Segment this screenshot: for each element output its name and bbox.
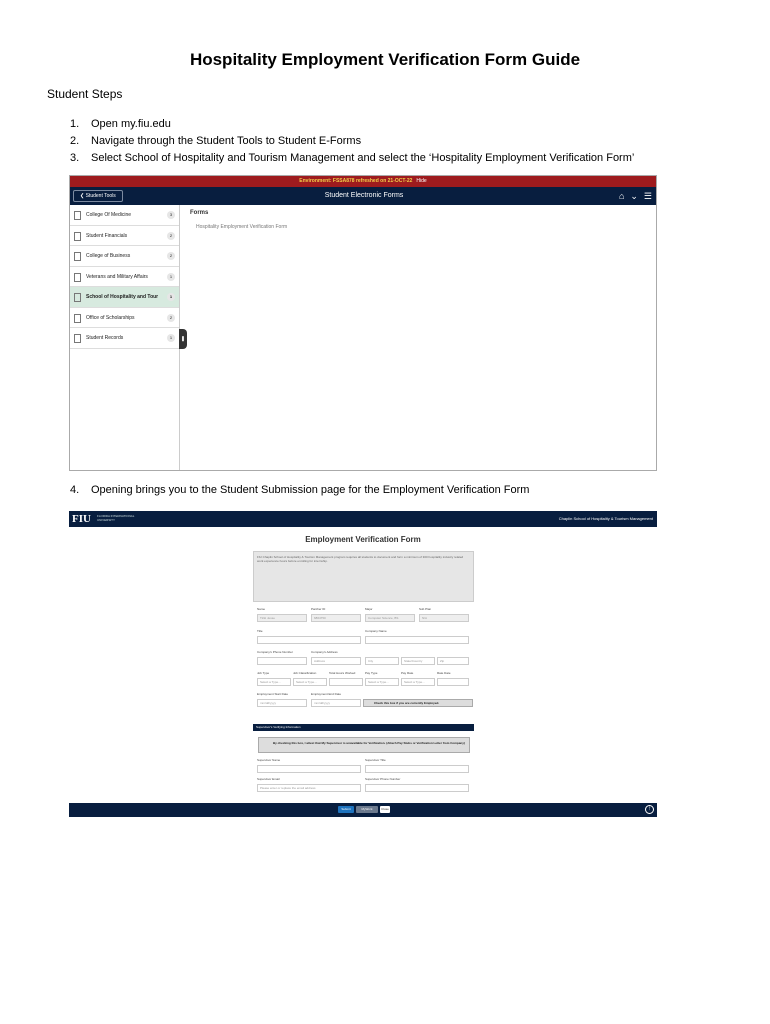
student-eforms-screenshot	[69, 175, 657, 471]
name-field: Tiriki Jesse	[257, 614, 307, 622]
start-date-input[interactable]: mm/dd/yyyy	[257, 699, 307, 707]
list-item	[70, 150, 634, 167]
job-type-label: Job Type	[257, 671, 270, 675]
page-title: Hospitality Employment Verification Form Guide	[189, 50, 581, 69]
step-number: 4.	[70, 484, 80, 496]
environment-text: Environment: FSSA878 refreshed on 21-OCT-22	[299, 178, 413, 184]
city-input[interactable]: City	[365, 657, 399, 665]
sidebar-item-college-of-medicine[interactable]	[70, 205, 179, 226]
count-badge: 2	[167, 314, 175, 322]
sub-plan-field: N/A	[419, 614, 469, 622]
sidebar-item-college-of-business[interactable]	[70, 246, 179, 267]
steps-list	[70, 116, 634, 167]
count-badge: 1	[167, 293, 175, 301]
supervisor-section-header: Supervisor's Verifying Information	[253, 724, 474, 731]
sidebar-item-label: College of Business	[86, 253, 131, 259]
step-text: Opening brings you to the Student Submission page for the Employment Verification Form	[91, 484, 530, 496]
sup-title-label: Supervisor Title	[365, 758, 386, 762]
close-button[interactable]: Close	[381, 807, 389, 811]
employment-form-screenshot	[69, 511, 657, 817]
forms-heading: Forms	[190, 210, 209, 216]
sup-phone-label: Supervisor Phone Number	[365, 777, 401, 781]
mywork-button[interactable]: MyWork	[356, 806, 378, 813]
sup-phone-input[interactable]	[365, 784, 469, 792]
document-icon	[74, 273, 81, 282]
collapse-sidebar-handle[interactable]: ❚	[179, 329, 187, 349]
company-name-label: Company Name	[365, 629, 387, 633]
sidebar-item-student-financials[interactable]	[70, 226, 179, 247]
count-badge: 2	[167, 252, 175, 260]
name-label: Name	[257, 607, 266, 611]
document-icon	[74, 252, 81, 261]
form-title: Employment Verification Form	[305, 535, 421, 544]
document-icon	[74, 211, 81, 220]
step-number: 3.	[70, 152, 80, 164]
count-badge: 1	[167, 273, 175, 281]
currently-employed-checkbox[interactable]: Check this box if you are currently Employed.	[363, 699, 473, 707]
sidebar-item-student-records[interactable]	[70, 328, 179, 349]
top-bar	[70, 187, 656, 205]
phone-label: Company's Phone Number	[257, 650, 293, 654]
sub-plan-label: Sub Plan	[419, 607, 432, 611]
rate-date-input[interactable]	[437, 678, 469, 686]
zip-input[interactable]: Zip	[437, 657, 469, 665]
end-date-input[interactable]: mm/dd/yyyy	[311, 699, 361, 707]
info-icon[interactable]: ↑	[645, 805, 654, 814]
sup-email-input[interactable]: Please enter or replace the email address	[257, 784, 361, 792]
sidebar-item-label: College Of Medicine	[86, 212, 132, 218]
sup-title-input[interactable]	[365, 765, 469, 773]
supervisor-unavailable-checkbox[interactable]: By checking this box, I attest that My Supervisor is unavailable for Verification. (Attach Pay Stubs or Verification Letter from Company)	[258, 737, 470, 753]
pay-type-select[interactable]: Select a Type...	[365, 678, 399, 686]
pay-rate-select[interactable]: Select a Type...	[401, 678, 435, 686]
total-hours-label: Total Hours Worked	[329, 671, 356, 675]
school-title: Chaplin School of Hospitality & Tourism Management	[558, 516, 653, 521]
step-text: Navigate through the Student Tools to Student E-Forms	[91, 135, 362, 147]
sup-email-label: Supervisor Email	[257, 777, 280, 781]
street-input[interactable]: Address	[311, 657, 361, 665]
pay-type-label: Pay Type	[365, 671, 378, 675]
panther-id-label: Panther ID	[311, 607, 326, 611]
step-text: Open my.fiu.edu	[91, 118, 171, 130]
step-text: Select School of Hospitality and Tourism Management and select the ‘Hospitality Employment Verification Form’	[91, 152, 635, 164]
end-date-label: Employment End Date	[311, 692, 342, 696]
topbar-title: Student Electronic Forms	[324, 192, 404, 199]
document-icon	[74, 314, 81, 323]
sidebar-item-label: Veterans and Military Affairs	[86, 273, 148, 280]
major-label: Major	[365, 607, 373, 611]
count-badge: 3	[167, 211, 175, 219]
menu-icon[interactable]: ☰	[643, 191, 652, 201]
section-title: Student Steps	[47, 87, 123, 101]
sidebar	[70, 205, 180, 470]
back-button-label: Student Tools	[85, 193, 116, 199]
company-name-input[interactable]	[365, 636, 469, 644]
count-badge: 1	[167, 334, 175, 342]
sup-name-label: Supervisor Name	[257, 758, 281, 762]
hide-link[interactable]: Hide	[416, 178, 427, 184]
list-item	[70, 116, 634, 133]
sidebar-item-label: Student Records	[86, 335, 124, 341]
count-badge: 2	[167, 232, 175, 240]
document-icon	[74, 334, 81, 343]
total-hours-input[interactable]	[329, 678, 363, 686]
submit-button[interactable]: Submit	[338, 806, 354, 813]
job-class-select[interactable]: Select a Type...	[293, 678, 327, 686]
sidebar-item-label: Office of Scholarships	[86, 314, 135, 321]
fiu-header	[69, 511, 657, 527]
back-button[interactable]: ❮ Student Tools	[73, 190, 123, 202]
address-label: Company's Address	[311, 650, 338, 654]
panther-id-field: 6864750	[311, 614, 361, 622]
document-icon	[74, 293, 81, 302]
pay-rate-label: Pay Rate	[401, 671, 414, 675]
job-class-label: Job Classification	[293, 671, 317, 675]
sidebar-item-veterans[interactable]	[70, 267, 179, 288]
fiu-logo: FIU	[72, 513, 91, 525]
bottom-action-bar	[69, 803, 657, 817]
sidebar-item-scholarships[interactable]	[70, 308, 179, 329]
list-item	[70, 133, 634, 150]
step-number: 1.	[70, 118, 80, 130]
title-input[interactable]	[257, 636, 361, 644]
sidebar-item-label: Student Financials	[86, 232, 128, 239]
rate-date-label: Rate Date	[437, 671, 451, 675]
environment-banner	[70, 176, 656, 187]
chevron-down-icon[interactable]: ⌄	[630, 191, 638, 201]
job-type-select[interactable]: Select a Type...	[257, 678, 291, 686]
title-label: Title	[257, 629, 263, 633]
sidebar-item-hospitality[interactable]	[70, 287, 179, 308]
phone-input[interactable]	[257, 657, 307, 665]
sup-name-input[interactable]	[257, 765, 361, 773]
sidebar-item-label: School of Hospitality and Tour	[86, 294, 159, 300]
forms-panel	[190, 210, 287, 230]
intro-notice: FIU Chaplin School of Hospitality & Tourism Management program requires all students to document and form a minimum of 300 hospitality industry related work experience hours before enrolling for internship.	[253, 551, 474, 602]
hospitality-form-link[interactable]: Hospitality Employment Verification Form	[196, 224, 288, 230]
topbar-icons	[613, 190, 652, 202]
document-icon	[74, 232, 81, 241]
home-icon[interactable]: ⌂	[618, 191, 625, 201]
list-item	[70, 484, 529, 496]
fiu-logo-subtitle: FLORIDA INTERNATIONAL UNIVERSITY	[97, 514, 135, 522]
major-field: Computer Science, BS	[365, 614, 415, 622]
start-date-label: Employment Start Date	[257, 692, 289, 696]
step-number: 2.	[70, 135, 80, 147]
state-input[interactable]: State/Country	[401, 657, 435, 665]
